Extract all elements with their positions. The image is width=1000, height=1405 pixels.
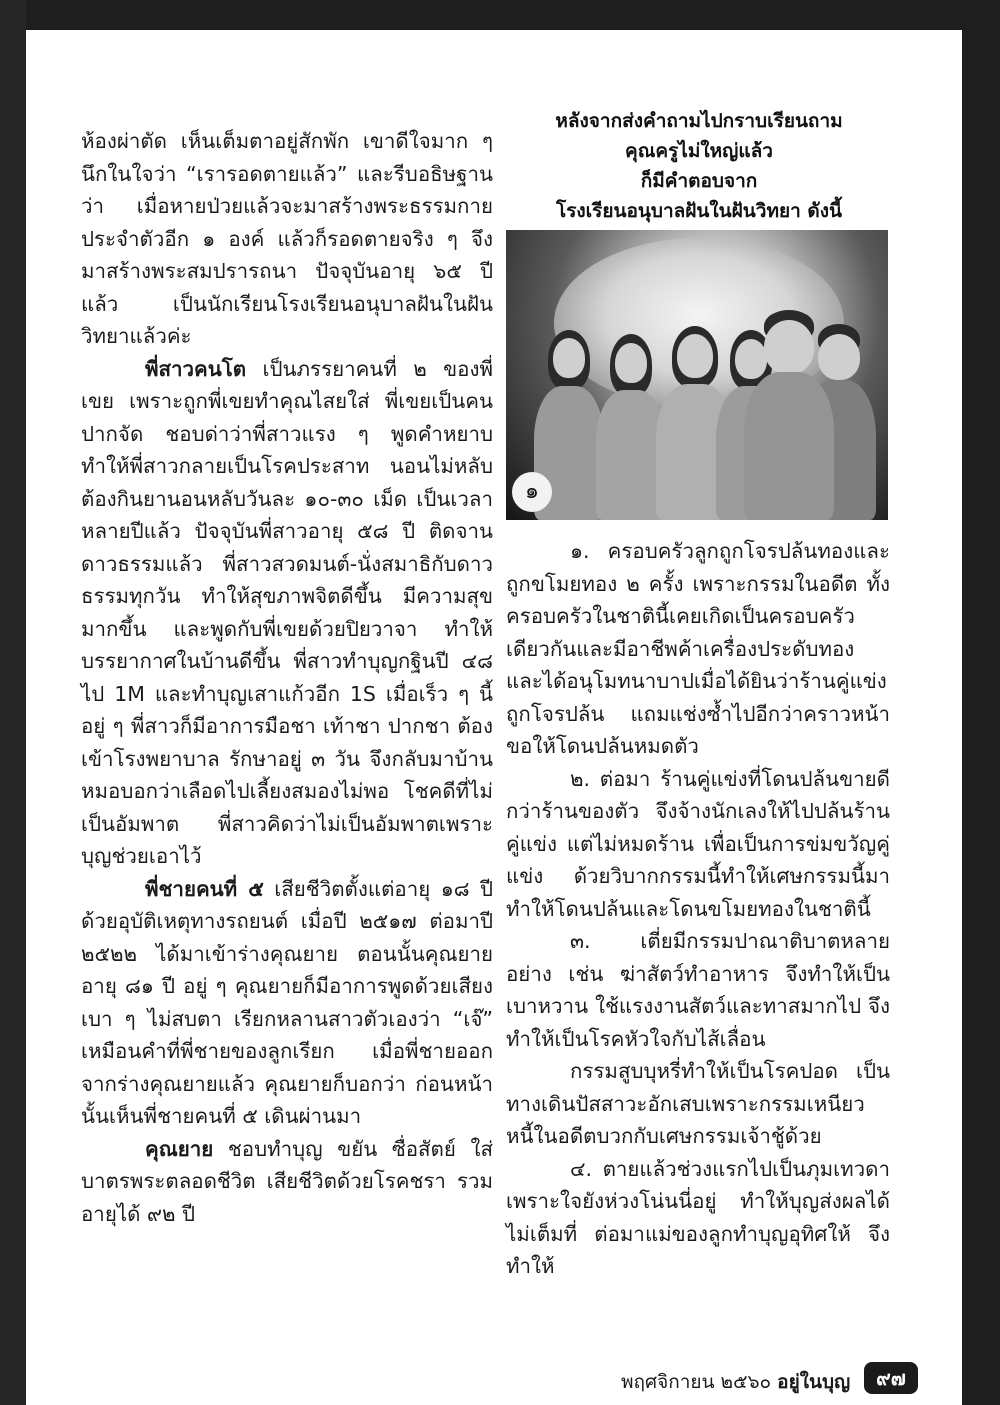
- heading-line: โรงเรียนอนุบาลฝันในฝันวิทยา ดังนี้: [555, 200, 842, 222]
- heading-line: หลังจากส่งคำถามไปกราบเรียนถาม: [555, 110, 843, 132]
- figure-number-badge: ๑: [512, 472, 552, 512]
- right-column: [506, 535, 890, 1283]
- page-footer: [621, 1367, 850, 1397]
- left-paragraph-4: [81, 1133, 493, 1231]
- heading-line: ก็มีคำตอบจาก: [640, 170, 758, 192]
- heading-line: คุณครูไม่ใหญ่แล้ว: [625, 140, 773, 162]
- left-paragraph-3: [81, 873, 493, 1133]
- answer-item-3: ๓. เตี่ยมีกรรมปาณาติบาตหลายอย่าง เช่น ฆ่าสัตว์ทำอาหาร จึงทำให้เป็นเบาหวาน ใช้แรงงานสัตว์และทาสมากไป จึงทำให้เป็นโรคหัวใจกับไส้เลื่อน: [506, 929, 890, 1051]
- page-number: ๙๗: [864, 1362, 918, 1394]
- left-paragraph-3-lead: พี่ชายคนที่ ๕: [145, 876, 264, 901]
- left-paragraph-3-text: เสียชีวิตตั้งแต่อายุ ๑๘ ปี ด้วยอุบัติเหตุทางรถยนต์ เมื่อปี ๒๕๑๗ ต่อมาปี ๒๕๒๒ ได้มาเข้าร่างคุณยาย ตอนนั้นคุณยายอายุ ๘๑ ปี อยู่ ๆ คุณยายก็มีอาการพูดด้วยเสียงเบา ๆ ไม่สบตา เรียกหลานสาวตัวเองว่า “เจ๊” เหมือนคำที่พี่ชายของลูกเรียก เมื่อพี่ชายออกจากร่างคุณยายแล้ว คุณยายก็บอกว่า ก่อนหน้านั้นเห็นพี่ชายคนที่ ๕ เดินผ่านมา: [81, 876, 493, 1128]
- left-column: [81, 125, 493, 1230]
- scan-border-right: [962, 0, 1000, 1405]
- left-paragraph-1: ห้องผ่าตัด เห็นเต็มตาอยู่สักพัก เขาดีใจมาก ๆ นึกในใจว่า “เรารอดตายแล้ว” และรีบอธิษฐานว่า เมื่อหายป่วยแล้วจะมาสร้างพระธรรมกายประจำตัวอีก ๑ องค์ แล้วก็รอดตายจริง ๆ จึงมาสร้างพระสมปรารถนา ปัจจุบันอายุ ๖๕ ปีแล้ว เป็นนักเรียนโรงเรียนอนุบาลฝันในฝันวิทยาแล้วค่ะ: [81, 129, 493, 348]
- issue-date: พฤศจิกายน ๒๕๖๐: [621, 1371, 772, 1393]
- left-paragraph-2-lead: พี่สาวคนโต: [145, 356, 247, 381]
- magazine-name: อยู่ในบุญ: [777, 1371, 851, 1393]
- answer-item-2: ๒. ต่อมา ร้านคู่แข่งที่โดนปล้นขายดีกว่าร้านของตัว จึงจ้างนักเลงให้ไปปล้นร้านคู่แข่ง แต่ไม่หมดร้าน เพื่อเป็นการข่มขวัญคู่แข่ง ด้วยวิบากกรรมนี้ทำให้เศษกรรมนี้มาทำให้โดนปล้นและโดนขโมยทองในชาตินี้: [506, 766, 890, 921]
- figure-man: [744, 310, 834, 520]
- answer-item-4: ๔. ตายแล้วช่วงแรกไปเป็นภุมเทวดา เพราะใจยังห่วงโน่นนี่อยู่ ทำให้บุญส่งผลได้ไม่เต็มที่ ต่อมาแม่ของลูกทำบุญอุทิศให้ จึงทำให้: [506, 1156, 890, 1278]
- family-illustration: [506, 230, 888, 520]
- scan-border-left: [0, 0, 26, 1405]
- answer-heading: [504, 106, 894, 226]
- left-paragraph-2-text: เป็นภรรยาคนที่ ๒ ของพี่เขย เพราะถูกพี่เขยทำคุณไสยใส่ พี่เขยเป็นคนปากจัด ชอบด่าว่าพี่สาวแรง ๆ พูดคำหยาบ ทำให้พี่สาวกลายเป็นโรคประสาท นอนไม่หลับ ต้องกินยานอนหลับวันละ ๑๐-๓๐ เม็ด เป็นเวลาหลายปีแล้ว ปัจจุบันพี่สาวอายุ ๕๘ ปี ติดจานดาวธรรมแล้ว พี่สาวสวดมนต์-นั่งสมาธิกับดาวธรรมทุกวัน ทำให้สุขภาพจิตดีขึ้น มีความสุขมากขึ้น และพูดกับพี่เขยด้วยปิยวาจา ทำให้บรรยากาศในบ้านดีขึ้น พี่สาวทำบุญกฐินปี ๔๘ ไป 1M และทำบุญเสาแก้วอีก 1S เมื่อเร็ว ๆ นี้ อยู่ ๆ พี่สาวก็มีอาการมือชา เท้าชา ปากชา ต้องเข้าโรงพยาบาล รักษาอยู่ ๓ วัน จึงกลับมาบ้าน หมอบอกว่าเลือดไปเลี้ยงสมองไม่พอ โชคดีที่ไม่เป็นอัมพาต พี่สาวคิดว่าไม่เป็นอัมพาตเพราะบุญช่วยเอาไว้: [81, 356, 493, 868]
- answer-item-3-cont: กรรมสูบบุหรี่ทำให้เป็นโรคปอด เป็นทางเดินปัสสาวะอักเสบเพราะกรรมเหนียวหนี้ในอดีตบวกกับเศษกรรมเจ้าชู้ด้วย: [506, 1059, 890, 1148]
- scan-border-top: [0, 0, 1000, 30]
- magazine-page: [26, 30, 962, 1405]
- answer-item-1: ๑. ครอบครัวลูกถูกโจรปล้นทองและถูกขโมยทอง ๒ ครั้ง เพราะกรรมในอดีต ทั้งครอบครัวในชาตินี้เคยเกิดเป็นครอบครัวเดียวกันและมีอาชีพค้าเครื่องประดับทอง และได้อนุโมทนาบาปเมื่อได้ยินว่าร้านคู่แข่งถูกโจรปล้น แถมแช่งซ้ำไปอีกว่าคราวหน้าขอให้โดนปล้นหมดตัว: [506, 539, 890, 758]
- left-paragraph-2: [81, 353, 493, 873]
- left-paragraph-4-lead: คุณยาย: [145, 1136, 214, 1161]
- left-paragraph-4-text: ชอบทำบุญ ขยัน ซื่อสัตย์ ใส่บาตรพระตลอดชีวิต เสียชีวิตด้วยโรคชรา รวมอายุได้ ๙๒ ปี: [81, 1136, 493, 1226]
